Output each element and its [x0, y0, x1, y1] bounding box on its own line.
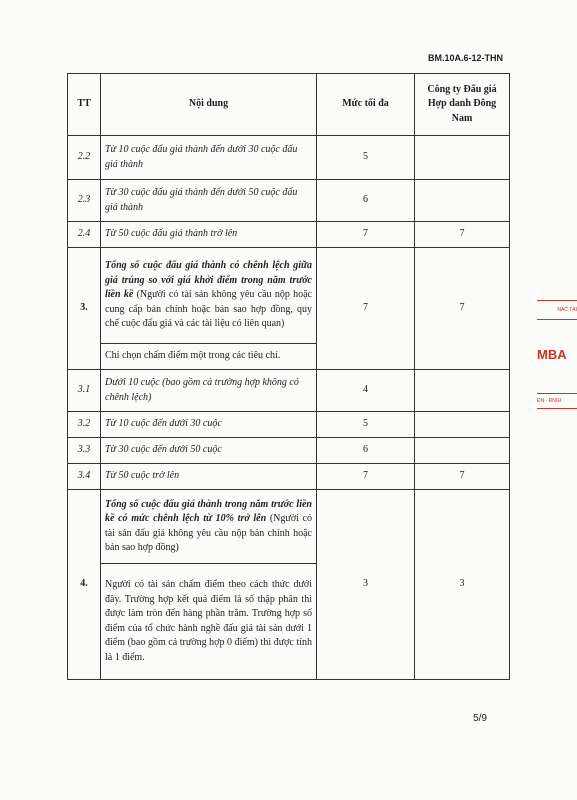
row-score: 7	[415, 248, 510, 370]
row-tt: 2.4	[68, 222, 101, 248]
row-tt: 3.4	[68, 464, 101, 490]
row-content: Từ 30 cuộc đến dưới 50 cuộc	[101, 438, 317, 464]
row-score	[415, 180, 510, 222]
row-max: 5	[317, 412, 415, 438]
header-content: Nội dung	[101, 74, 317, 136]
stamp-fragment	[537, 393, 577, 409]
row-subnote: Người có tài sản chấm điểm theo cách thức dưới đây. Trường hợp kết quả điểm là số thập phân thì được làm tròn đến hàng phần trăm. Trường hợp số điểm của tổ chức hành nghề đấu giá tài sản dưới 1 điểm (bao gồm cả trường hợp 0 điểm) thì được tính là 1 điểm.	[101, 564, 317, 680]
row-max: 6	[317, 180, 415, 222]
row-tt: 2.3	[68, 180, 101, 222]
row-tt: 2.2	[68, 136, 101, 180]
row-max: 7	[317, 464, 415, 490]
row-score	[415, 136, 510, 180]
row-content: Từ 50 cuộc trở lên	[101, 464, 317, 490]
row-content: Từ 10 cuộc đấu giá thành đến dưới 30 cuộc đấu giá thành	[101, 136, 317, 180]
criteria-table	[67, 73, 510, 680]
stamp-text-top: NAC TÀI	[537, 300, 577, 320]
row-content: Từ 10 cuộc đến dưới 30 cuộc	[101, 412, 317, 438]
row-subnote: Chỉ chọn chấm điểm một trong các tiêu chí.	[101, 344, 317, 370]
row-max: 7	[317, 222, 415, 248]
row-tt: 3.3	[68, 438, 101, 464]
page-number: 5/9	[473, 713, 487, 724]
row-tt: 3.1	[68, 370, 101, 412]
header-max: Mức tối đa	[317, 74, 415, 136]
row-content: Từ 50 cuộc đấu giá thành trở lên	[101, 222, 317, 248]
table-row	[68, 412, 510, 438]
row-score: 3	[415, 490, 510, 680]
row-tt: 3.2	[68, 412, 101, 438]
row-score	[415, 370, 510, 412]
row-tt: 3.	[68, 248, 101, 370]
criterion-title: Tổng số cuộc đấu giá thành trong năm trước liền kề có mức chênh lệch từ 10% trở lên	[105, 498, 312, 524]
row-max: 4	[317, 370, 415, 412]
row-content: Dưới 10 cuộc (bao gồm cả trường hợp không có chênh lệch)	[101, 370, 317, 412]
table-row	[68, 490, 510, 564]
row-score	[415, 412, 510, 438]
row-content: Từ 30 cuộc đấu giá thành đến dưới 50 cuộc đấu giá thành	[101, 180, 317, 222]
row-content	[101, 490, 317, 564]
row-tt: 4.	[68, 490, 101, 680]
table-header-row	[68, 74, 510, 136]
table-row	[68, 180, 510, 222]
criterion-title: Tổng số cuộc đấu giá thành có chênh lệch giữa giá trúng so với giá khởi điểm trong năm trước liền kề	[105, 260, 312, 301]
criterion-note: (Người có tài sản đấu giá không yêu cầu nộp bản chính hoặc bản sao hợp đồng)	[105, 513, 312, 553]
row-max: 3	[317, 490, 415, 680]
row-max: 6	[317, 438, 415, 464]
stamp-text-bottom: ĐN · ĐNGI	[537, 393, 577, 409]
row-max: 7	[317, 248, 415, 370]
stamp-fragment	[537, 300, 577, 320]
table-row	[68, 370, 510, 412]
row-score: 7	[415, 464, 510, 490]
table-row	[68, 464, 510, 490]
criterion-note: (Người có tài sản không yêu cầu nộp hoặc cung cấp bản chính hoặc bản sao hợp đồng, quy chế cuộc đấu giá và các tài liệu có liên quan)	[105, 289, 312, 330]
header-tt: TT	[68, 74, 101, 136]
row-max: 5	[317, 136, 415, 180]
table-row	[68, 248, 510, 344]
table-row	[68, 136, 510, 180]
header-company: Công ty Đấu giá Hợp danh Đông Nam	[415, 74, 510, 136]
table-row	[68, 438, 510, 464]
table-row	[68, 222, 510, 248]
row-score	[415, 438, 510, 464]
form-code: BM.10A.6-12-THN	[427, 53, 503, 63]
row-score: 7	[415, 222, 510, 248]
stamp-fragment: MBA	[537, 347, 567, 362]
row-content	[101, 248, 317, 344]
